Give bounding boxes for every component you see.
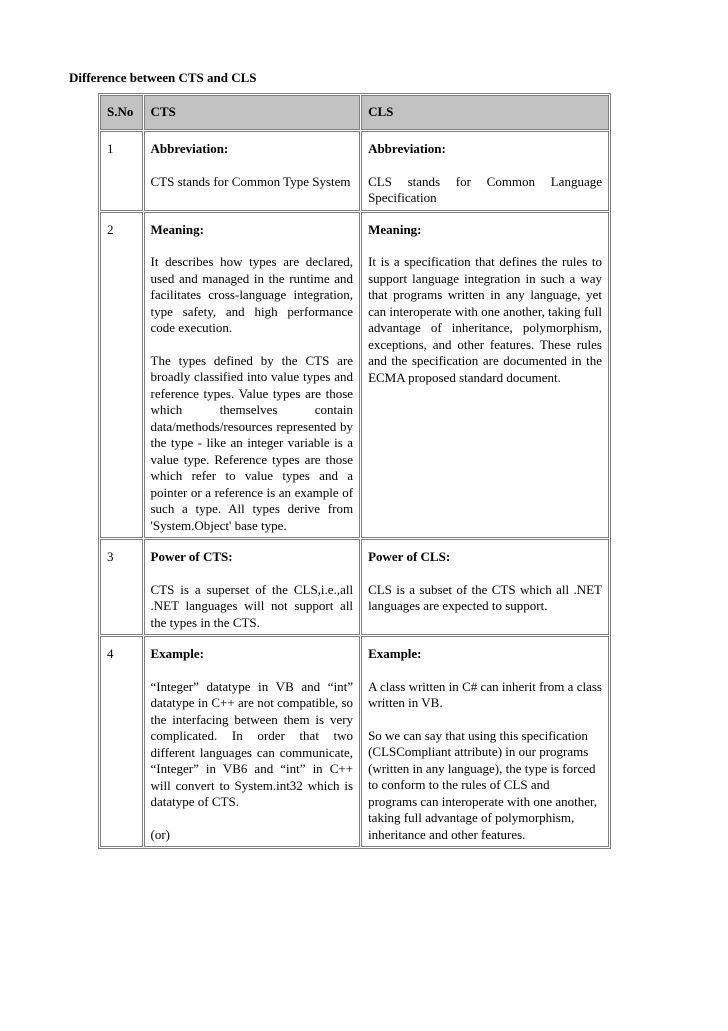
row-number	[100, 131, 143, 211]
table-row	[100, 539, 609, 635]
header-cls: CLS	[361, 95, 609, 130]
row-number	[100, 212, 143, 539]
header-cts: CTS	[144, 95, 361, 130]
cls-text: CLS is a subset of the CTS which all .NET languages are expected to support.	[368, 581, 602, 613]
row-number-text: 2	[107, 221, 114, 237]
cts-heading: Abbreviation:	[150, 141, 229, 156]
cts-text: CTS stands for Common Type System	[150, 173, 351, 189]
table-header-row	[100, 95, 609, 130]
cts-heading: Power of CTS:	[150, 549, 233, 564]
cts-cell	[144, 636, 361, 847]
cls-cell	[361, 131, 609, 211]
cts-text: The types defined by the CTS are broadly classified into value types and reference types. Value types are those which themselves contain data/methods/resources represented by the type - like an integer variable is a value type. Reference types are those which refer to value types and a pointer or a reference is an example of such a type. All types derive from 'System.Object' base type.	[150, 352, 354, 533]
cts-heading: Example:	[150, 646, 204, 661]
cls-cell	[361, 636, 609, 847]
cls-cell	[361, 539, 609, 635]
cls-text: It is a specification that defines the rules to support language integration in such a way that programs written in any language, yet can interoperate with one another, taking full advantage of inheritance, polymorphism, exceptions, and other features. These rules and the specification are documented in the ECMA proposed standard document.	[368, 254, 602, 385]
row-number	[100, 636, 143, 847]
cts-text: It describes how types are declared, used and managed in the runtime and facilitates cross-language integration, type safety, and high performance code execution.	[150, 254, 354, 335]
row-number-text: 3	[107, 549, 114, 564]
row-number-text: 1	[107, 141, 114, 156]
table-row	[100, 212, 609, 539]
cts-cell	[144, 212, 361, 539]
cls-heading: Abbreviation:	[368, 141, 446, 156]
table-row	[100, 131, 609, 211]
cts-heading: Meaning:	[150, 221, 204, 237]
cls-text: CLS stands for Common Language Specification	[368, 173, 602, 205]
cts-cell	[144, 131, 361, 211]
cls-text: So we can say that using this specification (CLSCompliant attribute) in our programs (written in any language), the type is forced to conform to the rules of CLS and programs can interoperate with one another, taking full advantage of polymorphism, inheritance and other features.	[368, 727, 598, 842]
cts-text: “Integer” datatype in VB and “int” datatype in C++ are not compatible, so the interfacing between them is very complicated. In order that two different languages can communicate, “Integer” in VB6 and “int” in C++ will convert to System.int32 which is datatype of CTS.	[150, 678, 354, 809]
cts-text: (or)	[150, 826, 170, 842]
cls-heading: Meaning:	[368, 221, 422, 237]
page-title: Difference between CTS and CLS	[69, 70, 257, 85]
row-number	[100, 539, 143, 635]
cls-heading: Example:	[368, 646, 422, 661]
cls-text: A class written in C# can inherit from a class written in VB.	[368, 678, 602, 710]
cts-text: CTS is a superset of the CLS,i.e.,all .NET languages will not support all the types in the CTS.	[150, 581, 354, 630]
row-number-text: 4	[107, 646, 114, 661]
header-sno: S.No	[100, 95, 143, 130]
cls-cell	[361, 212, 609, 539]
cts-cell	[144, 539, 361, 635]
cls-heading: Power of CLS:	[368, 549, 451, 564]
table-row	[100, 636, 609, 847]
comparison-table	[98, 93, 611, 849]
